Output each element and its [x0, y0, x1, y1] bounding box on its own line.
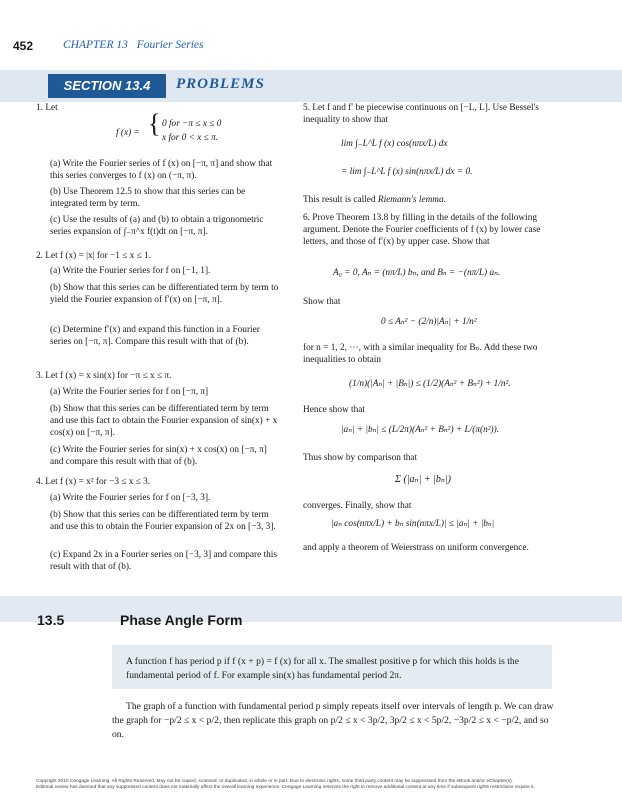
- problem-6-converges: converges. Finally, show that: [303, 501, 412, 511]
- section-13-5-number: 13.5: [37, 612, 65, 628]
- problem-6: 6. Prove Theorem 13.8 by filling in the details of the following argument. Denote the Fourier coefficients of f (x) by lower case letters, and those of f′(x) by upper case. Show that: [303, 213, 541, 247]
- problem-5: 5. Let f and f′ be piecewise continuous on [−L, L]. Use Bessel's inequality to show that: [303, 103, 539, 125]
- problem-2b: (b) Show that this series can be differentiated term by term to yield the Fourier expansion of f′(x) on [−π, π].: [50, 283, 279, 305]
- problem-4: 4. Let f (x) = x² for −3 ≤ x ≤ 3.: [36, 477, 151, 487]
- problem-1b: (b) Use Theorem 12.5 to show that this series can be integrated term by term.: [50, 187, 246, 209]
- definition-text: A function f has period p if f (x + p) = f (x) for all x. The smallest positive p for which this holds is the fundamental period of f. For example sin(x) has fundamental period 2π.: [126, 656, 519, 681]
- problem-6-hence: Hence show that: [303, 405, 365, 415]
- problem-4b: (b) Show that this series can be differentiated term by term and use this to obtain the Fourier expansion of 2x on [−3, 3].: [50, 510, 276, 532]
- problem-6-thus: Thus show by comparison that: [303, 453, 418, 463]
- copyright-footer: Copyright 2010 Cengage Learning. All Rights Reserved. May not be copied, scanned, or duplicated, in whole or in part. Due to electronic rights, some third party content may be suppressed from the eBook and/or eChapter(s). Editorial review has deemed that any suppressed content does not materially affect the overall learning experience. Cengage Learning reserves the right to remove additional content at any time if subsequent rights restrictions require it.: [36, 779, 535, 790]
- problem-6-equation-3: (1/n)(|Aₙ| + |Bₙ|) ≤ (1/2)(Aₙ² + Bₙ²) + 1/n².: [349, 379, 511, 389]
- problem-3a: (a) Write the Fourier series for f on [−π, π]: [50, 387, 209, 397]
- problem-6-text-1: for n = 1, 2, ⋯, with a similar inequality for Bₙ. Add these two inequalities to obtain: [303, 343, 538, 365]
- problem-2a: (a) Write the Fourier series for f on [−1, 1].: [50, 266, 211, 276]
- problem-4a: (a) Write the Fourier series for f on [−3, 3].: [50, 493, 211, 503]
- section-13-5-title: Phase Angle Form: [120, 612, 243, 628]
- problem-3: 3. Let f (x) = x sin(x) for −π ≤ x ≤ π.: [36, 371, 172, 381]
- section-tag: SECTION 13.4: [48, 74, 166, 98]
- problem-2c: (c) Determine f′(x) and expand this function in a Fourier series on [−π, π]. Compare this result with that of (b).: [50, 325, 260, 347]
- problem-3b: (b) Show that this series can be differentiated term by term and use this fact to obtain the Fourier expansion of sin(x) + x cos(x) on [−π, π].: [50, 404, 278, 438]
- problem-3c: (c) Write the Fourier series for sin(x) + x cos(x) on [−π, π] and compare this result with that of (b).: [50, 445, 267, 467]
- problem-6-equation-5: Σ (|aₙ| + |bₙ|): [395, 474, 451, 485]
- brace: {: [148, 109, 161, 138]
- problem-5-equation-2: = lim ∫₋L^L f (x) sin(nπx/L) dx = 0.: [341, 167, 473, 177]
- problem-1-case-2: x for 0 < x ≤ π.: [162, 133, 219, 143]
- running-header: [63, 39, 210, 51]
- problem-1a: (a) Write the Fourier series of f (x) on [−π, π] and show that this series converges to f (x) on (−π, π).: [50, 159, 273, 181]
- definition-box: [112, 645, 552, 689]
- chapter-label: CHAPTER 13: [63, 39, 128, 51]
- problem-1-lead: 1. Let: [36, 103, 58, 113]
- problem-6-show: Show that: [303, 297, 341, 307]
- section-divider: [0, 596, 622, 622]
- chapter-title: Fourier Series: [136, 39, 204, 51]
- problem-5-equation-1: lim ∫₋L^L f (x) cos(nπx/L) dx: [341, 139, 448, 149]
- right-column: [303, 102, 561, 592]
- left-column: [36, 102, 281, 592]
- problem-6-equation-2: 0 ≤ Aₙ² − (2/n)|Aₙ| + 1/n²: [381, 317, 477, 327]
- problem-1-case-1: 0 for −π ≤ x ≤ 0: [162, 119, 222, 129]
- problem-2: 2. Let f (x) = |x| for −1 ≤ x ≤ 1.: [36, 251, 152, 261]
- body-paragraph: The graph of a function with fundamental period p simply repeats itself over intervals of length p. We can draw the graph for −p/2 ≤ x < p/2, then replicate this graph on p/2 ≤ x < 3p/2, 3p/2 ≤ x < 5p/2, −3p/2 ≤ x < −p/2, and so on.: [112, 701, 554, 740]
- problem-5-note: This result is called Riemann's lemma.: [303, 195, 446, 205]
- problem-1-function: f (x) =: [116, 128, 140, 138]
- section-title: PROBLEMS: [176, 76, 265, 92]
- problem-6-equation-1: A₀ = 0, Aₙ = (nπ/L) bₙ, and Bₙ = −(nπ/L) aₙ.: [333, 268, 501, 278]
- page-number: 452: [13, 39, 34, 53]
- problem-6-equation-6: |aₙ cos(nπx/L) + bₙ sin(nπx/L)| ≤ |aₙ| + |bₙ|: [331, 519, 495, 529]
- problem-1c: (c) Use the results of (a) and (b) to obtain a trigonometric series expansion of ∫₋π^x f(t)dt on [−π, π].: [50, 215, 264, 237]
- problem-6-end: and apply a theorem of Weierstrass on uniform convergence.: [303, 543, 529, 553]
- problem-6-equation-4: |aₙ| + |bₙ| ≤ (L/2π)(Aₙ² + Bₙ²) + L/(π(n²)).: [341, 425, 500, 435]
- problem-4c: (c) Expand 2x in a Fourier series on [−3, 3] and compare this result with that of (b).: [50, 550, 278, 572]
